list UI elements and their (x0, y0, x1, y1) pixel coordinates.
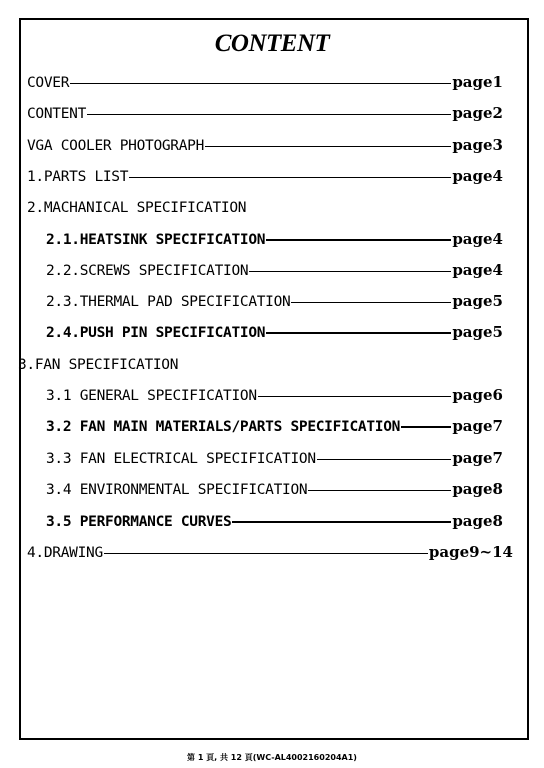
toc-leader (291, 302, 451, 303)
toc-label: CONTENT (27, 106, 87, 122)
toc-page: page8 (452, 480, 503, 498)
toc-leader (266, 239, 451, 241)
toc-label: 3.4 ENVIRONMENTAL SPECIFICATION (46, 482, 308, 498)
toc-page: page7 (452, 449, 503, 467)
toc-label: 2.3.THERMAL PAD SPECIFICATION (46, 294, 291, 310)
toc-entry-fan-materials-spec[interactable] (46, 415, 503, 435)
toc-leader (401, 426, 451, 428)
toc-page: page1 (452, 73, 503, 91)
toc-label: 3.1 GENERAL SPECIFICATION (46, 388, 257, 404)
toc-label: 3.5 PERFORMANCE CURVES (46, 514, 232, 530)
toc-leader (308, 490, 451, 491)
toc-entry-environmental-spec[interactable] (46, 478, 503, 498)
toc-label: 2.4.PUSH PIN SPECIFICATION (46, 325, 266, 341)
toc-label: 2.2.SCREWS SPECIFICATION (46, 263, 249, 279)
toc-page: page5 (452, 292, 503, 310)
toc-entry-cover[interactable] (27, 71, 503, 91)
toc-page: page4 (452, 230, 503, 248)
toc-leader (205, 146, 451, 147)
toc-page: page6 (452, 386, 503, 404)
toc-label: 4.DRAWING (27, 545, 103, 561)
toc-label: COVER (27, 75, 70, 91)
toc-leader (70, 83, 451, 84)
page-footer: 第 1 頁, 共 12 頁(WC-AL4002160204A1) (187, 753, 357, 762)
page-title: CONTENT (214, 30, 330, 57)
toc-entry-screws-spec[interactable] (46, 259, 503, 279)
toc-leader (249, 271, 451, 272)
toc-label: 2.MACHANICAL SPECIFICATION (27, 200, 247, 216)
toc-entry-push-pin-spec[interactable] (46, 321, 503, 341)
toc-entry-parts-list[interactable] (27, 165, 503, 185)
toc-entry-mechanical-spec[interactable] (27, 196, 246, 216)
toc-page: page4 (452, 167, 503, 185)
toc-leader (317, 459, 452, 460)
toc-page: page2 (452, 104, 503, 122)
toc-entry-heatsink-spec[interactable] (46, 228, 503, 248)
toc-entry-drawing[interactable] (27, 541, 513, 561)
toc-entry-general-spec[interactable] (46, 384, 503, 404)
toc-label: 3.FAN SPECIFICATION (18, 357, 179, 373)
toc-page: page4 (452, 261, 503, 279)
toc-entry-fan-electrical-spec[interactable] (46, 447, 503, 467)
toc-entry-vga-cooler-photograph[interactable] (27, 134, 503, 154)
toc-page: page9~14 (428, 543, 513, 561)
toc-leader (266, 332, 451, 334)
toc-page: page3 (452, 136, 503, 154)
toc-leader (129, 177, 451, 178)
toc-label: 2.1.HEATSINK SPECIFICATION (46, 232, 266, 248)
toc-leader (258, 396, 452, 397)
toc-label: 3.2 FAN MAIN MATERIALS/PARTS SPECIFICATION (46, 419, 401, 435)
page-border (19, 18, 529, 740)
toc-leader (232, 521, 451, 523)
toc-page: page8 (452, 512, 503, 530)
toc-leader (104, 553, 428, 554)
toc-entry-content[interactable] (27, 102, 503, 122)
toc-entry-fan-spec[interactable] (18, 353, 178, 373)
toc-leader (87, 114, 451, 115)
toc-page: page7 (452, 417, 503, 435)
toc-entry-thermal-pad-spec[interactable] (46, 290, 503, 310)
toc-label: 1.PARTS LIST (27, 169, 129, 185)
toc-entry-performance-curves[interactable] (46, 510, 503, 530)
toc-page: page5 (452, 323, 503, 341)
toc-label: VGA COOLER PHOTOGRAPH (27, 138, 205, 154)
toc-label: 3.3 FAN ELECTRICAL SPECIFICATION (46, 451, 316, 467)
